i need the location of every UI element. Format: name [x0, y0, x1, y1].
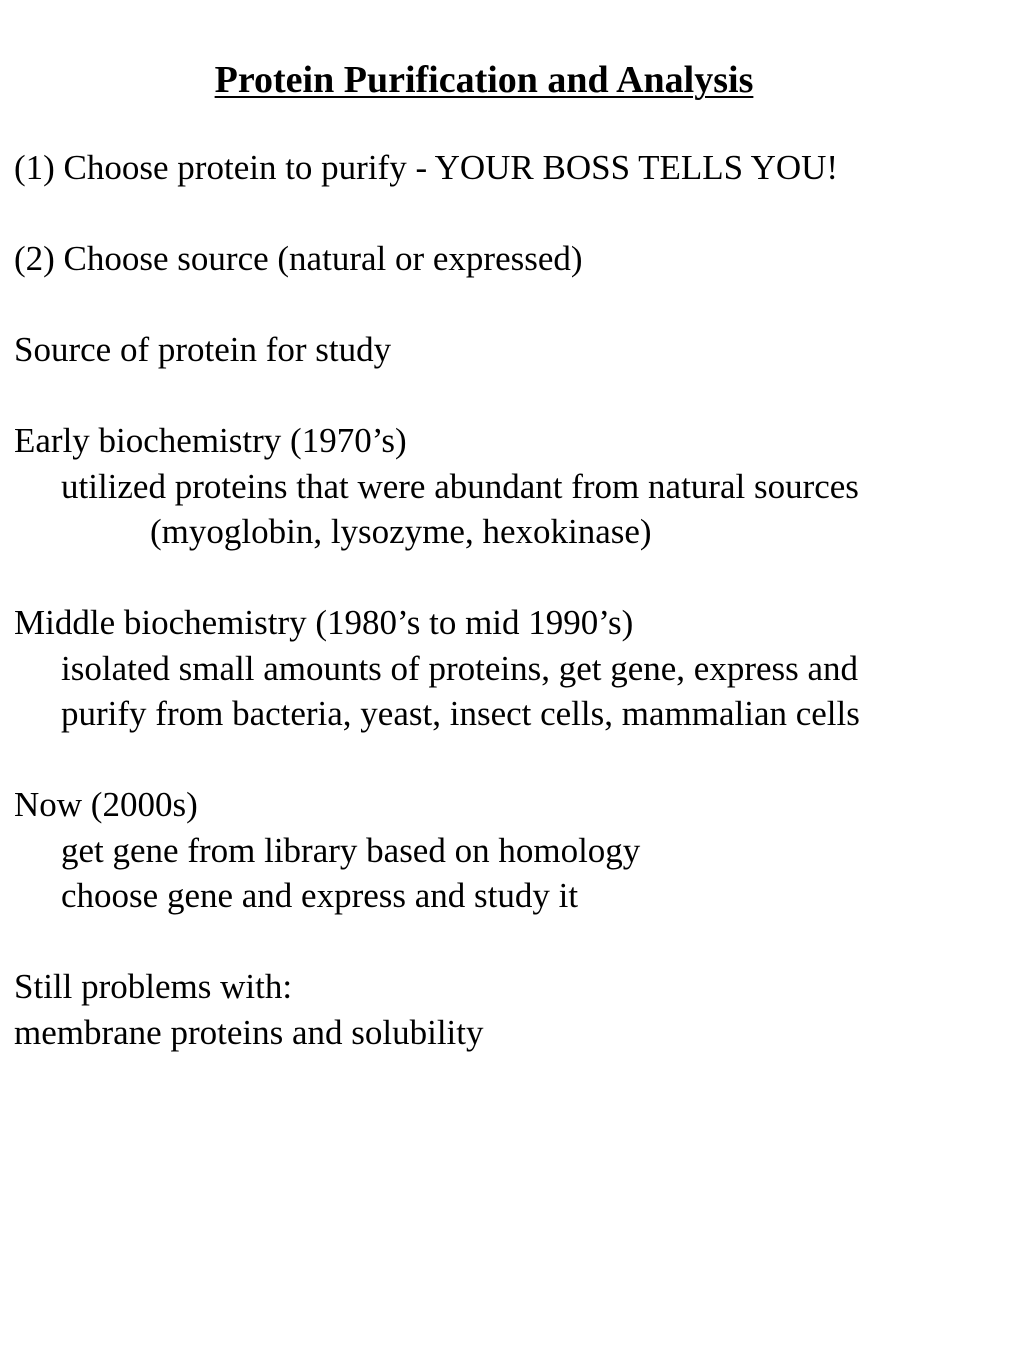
section-heading-middle: Middle biochemistry (1980’s to mid 1990’s) [14, 603, 634, 642]
section-heading-now: Now (2000s) [14, 785, 198, 824]
section-heading-early: Early biochemistry (1970’s) [14, 421, 407, 460]
step-1-text: (1) Choose protein to purify - YOUR BOSS TELLS YOU! [14, 148, 839, 187]
middle-detail-text-1: isolated small amounts of proteins, get gene, express and [61, 649, 859, 688]
early-examples-text: (myoglobin, lysozyme, hexokinase) [150, 512, 652, 551]
page-title: Protein Purification and Analysis [214, 59, 754, 101]
now-detail-text-2: choose gene and express and study it [61, 876, 579, 915]
early-detail-text: utilized proteins that were abundant from natural sources [61, 467, 859, 506]
problems-detail-text: membrane proteins and solubility [14, 1013, 484, 1052]
step-2-text: (2) Choose source (natural or expressed) [14, 239, 583, 278]
now-detail-text-1: get gene from library based on homology [61, 831, 641, 870]
section-heading-source: Source of protein for study [14, 330, 392, 369]
middle-detail-text-2: purify from bacteria, yeast, insect cells, mammalian cells [61, 694, 860, 733]
section-heading-problems: Still problems with: [14, 967, 293, 1006]
